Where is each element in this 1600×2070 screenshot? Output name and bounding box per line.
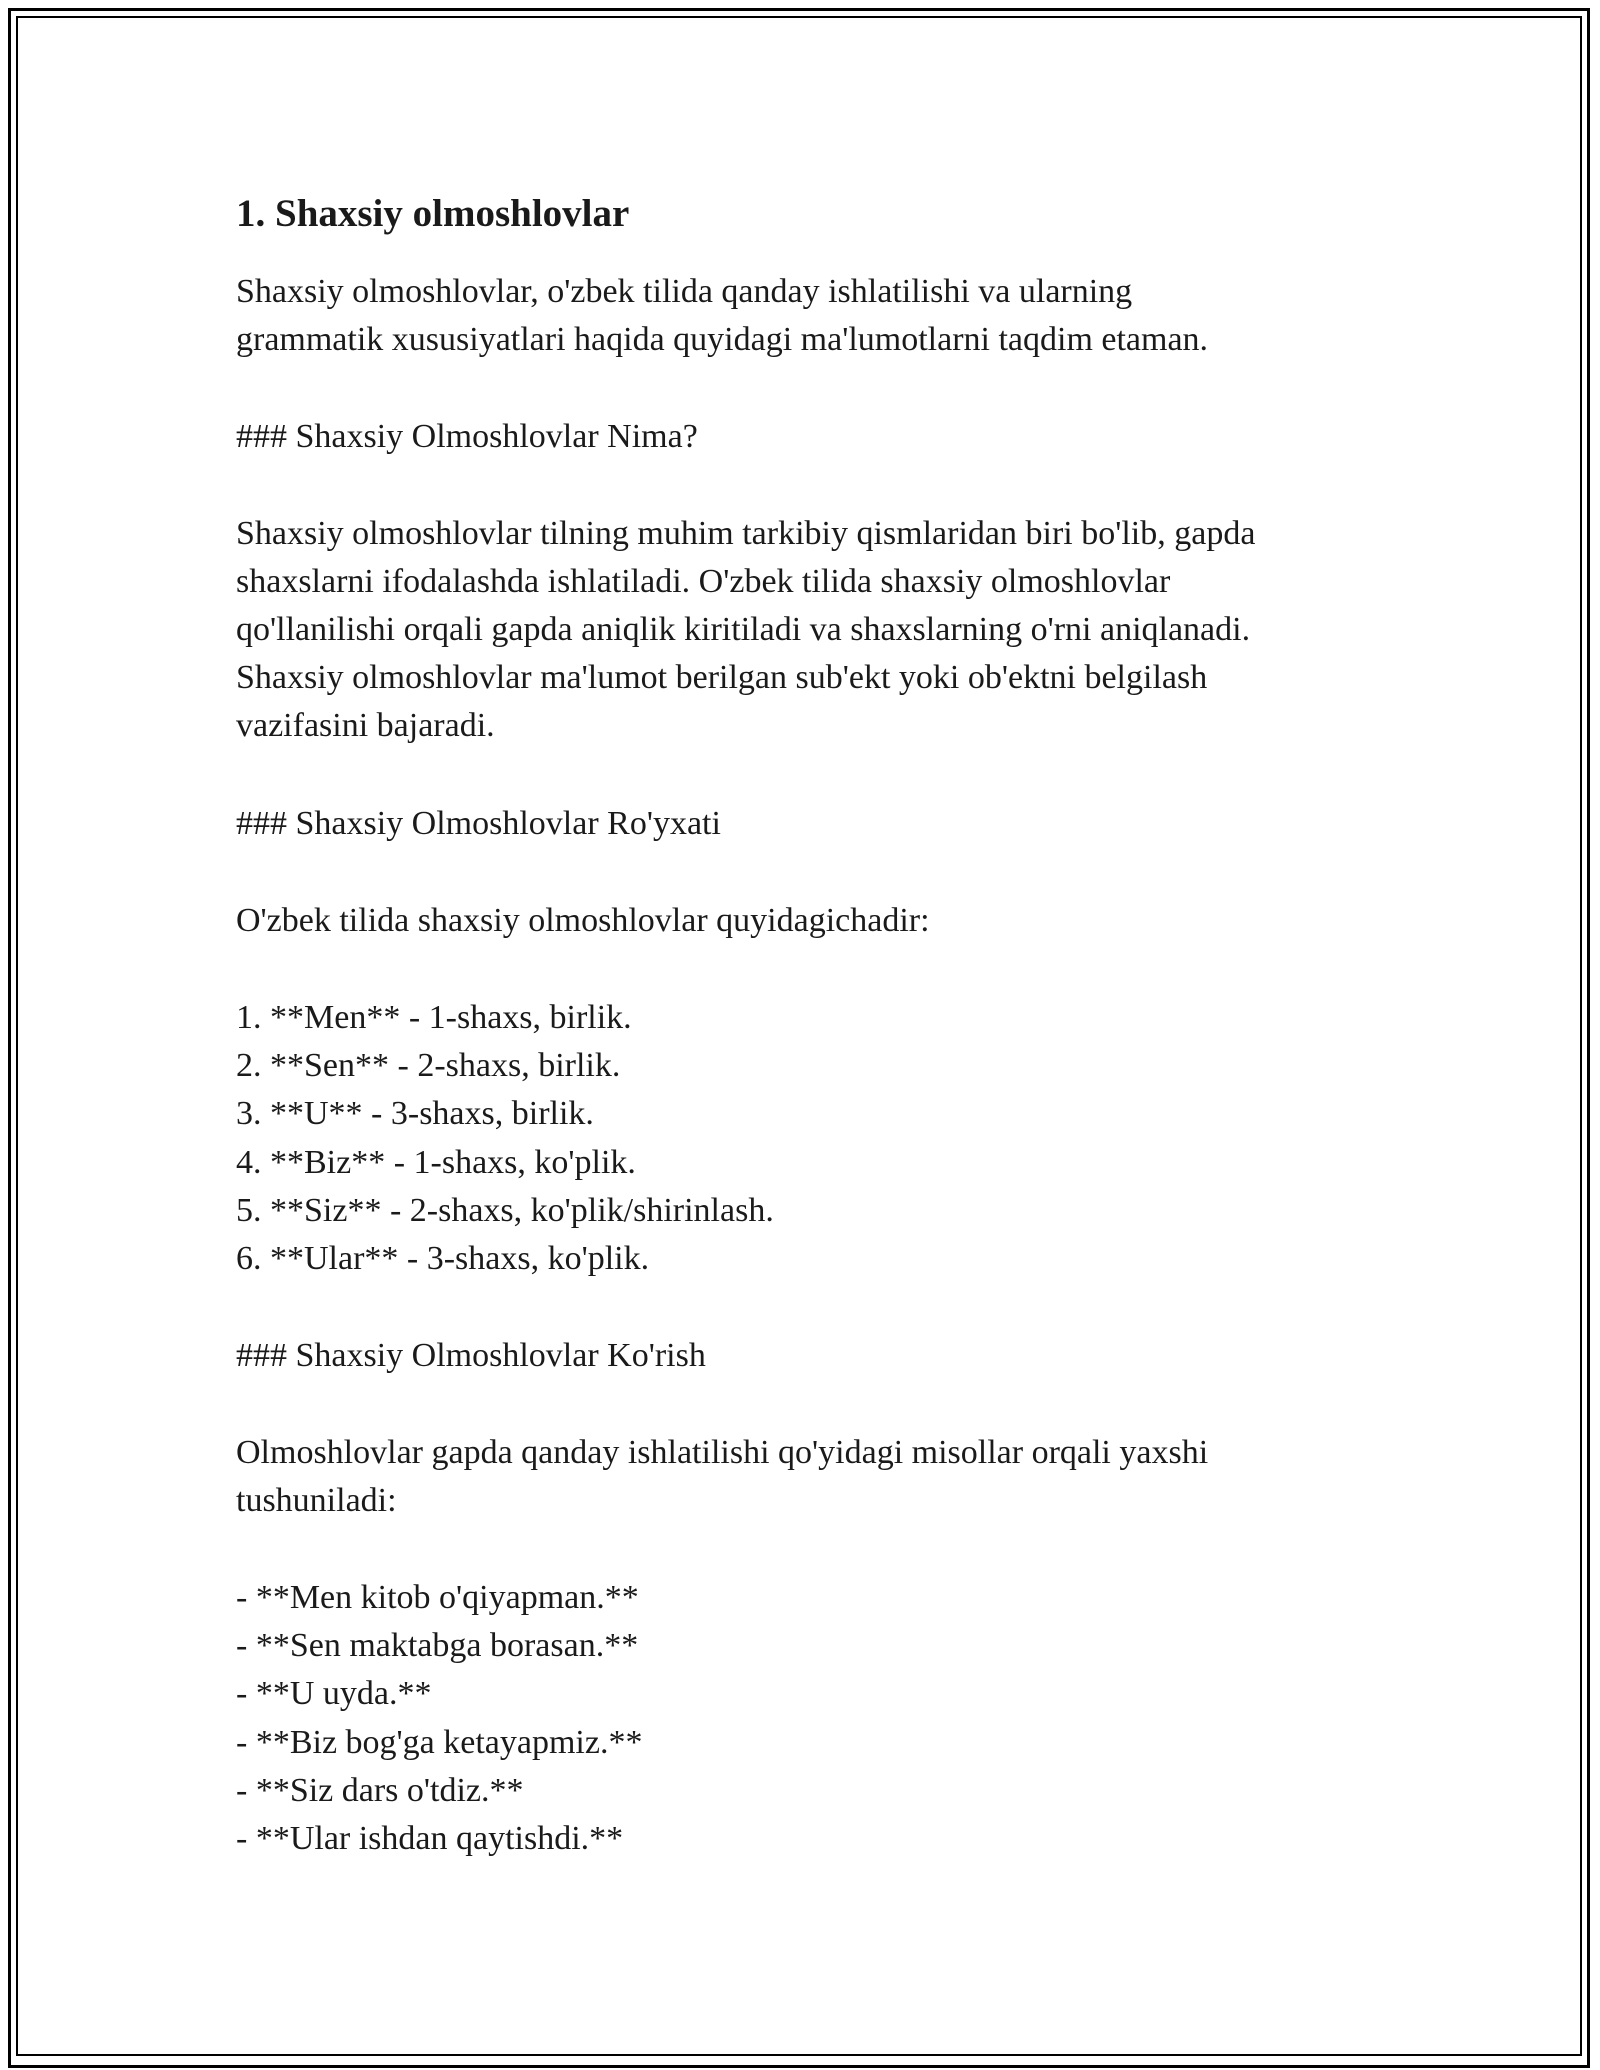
example-item: - **Siz dars o'tdiz.** [236, 1772, 524, 1809]
list-item: 2. **Sen** - 2-shaxs, birlik. [236, 1047, 621, 1084]
paragraph-line-3: qo'llanilishi orqali gapda aniqlik kiritiladi va shaxslarning o'rni aniqlanadi. [236, 611, 1251, 648]
document-title: 1. Shaxsiy olmoshlovlar [236, 192, 630, 235]
paragraph-line-1: Shaxsiy olmoshlovlar tilning muhim tarkibiy qismlaridan biri bo'lib, gapda [236, 515, 1256, 552]
example-item: - **Men kitob o'qiyapman.** [236, 1579, 639, 1616]
list-item: 5. **Siz** - 2-shaxs, ko'plik/shirinlash. [236, 1192, 774, 1229]
examples-lead-line-1: Olmoshlovlar gapda qanday ishlatilishi qo'yidagi misollar orqali yaxshi [236, 1434, 1209, 1471]
list-item: 6. **Ular** - 3-shaxs, ko'plik. [236, 1240, 650, 1277]
list-item: 1. **Men** - 1-shaxs, birlik. [236, 999, 632, 1036]
paragraph-line-5: vazifasini bajaradi. [236, 707, 495, 744]
examples-lead-line-2: tushuniladi: [236, 1482, 397, 1519]
paragraph-line-2: shaxslarni ifodalashda ishlatiladi. O'zbek tilida shaxsiy olmoshlovlar [236, 563, 1171, 600]
intro-line-1: Shaxsiy olmoshlovlar, o'zbek tilida qanday ishlatilishi va ularning [236, 273, 1133, 310]
example-item: - **Ular ishdan qaytishdi.** [236, 1820, 624, 1857]
paragraph-line-4: Shaxsiy olmoshlovlar ma'lumot berilgan sub'ekt yoki ob'ektni belgilash [236, 659, 1208, 696]
section-heading-royxati: ### Shaxsiy Olmoshlovlar Ro'yxati [236, 805, 721, 842]
example-item: - **U uyda.** [236, 1675, 432, 1712]
example-item: - **Sen maktabga borasan.** [236, 1627, 639, 1664]
section-heading-nima: ### Shaxsiy Olmoshlovlar Nima? [236, 418, 698, 455]
list-item: 4. **Biz** - 1-shaxs, ko'plik. [236, 1144, 636, 1181]
list-item: 3. **U** - 3-shaxs, birlik. [236, 1095, 594, 1132]
section-heading-korish: ### Shaxsiy Olmoshlovlar Ko'rish [236, 1337, 706, 1374]
example-item: - **Biz bog'ga ketayapmiz.** [236, 1724, 643, 1761]
intro-line-2: grammatik xususiyatlari haqida quyidagi ma'lumotlarni taqdim etaman. [236, 321, 1209, 358]
list-lead: O'zbek tilida shaxsiy olmoshlovlar quyidagichadir: [236, 902, 930, 939]
